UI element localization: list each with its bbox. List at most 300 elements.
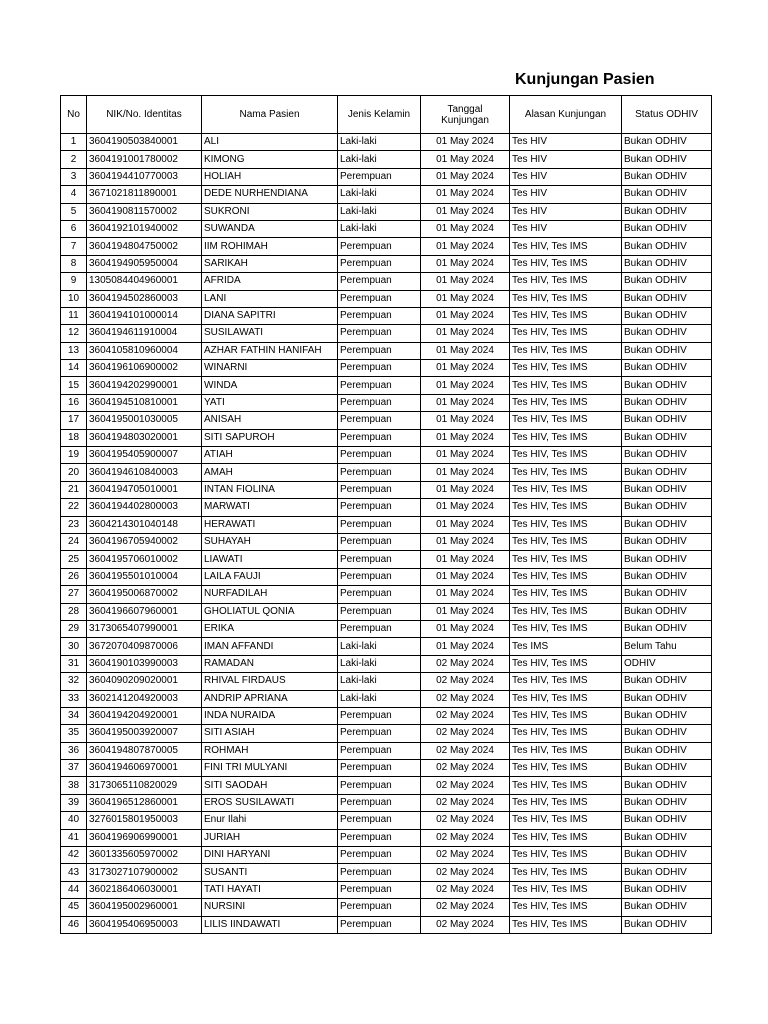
cell-nama-pasien: HERAWATI [202, 516, 338, 533]
cell-status-odhiv: Bukan ODHIV [622, 742, 712, 759]
cell-no: 28 [61, 603, 87, 620]
cell-nik: 3604194510810001 [87, 394, 202, 411]
cell-nik: 3604214301040148 [87, 516, 202, 533]
cell-alasan-kunjungan: Tes HIV, Tes IMS [510, 290, 622, 307]
cell-nama-pasien: SARIKAH [202, 255, 338, 272]
header-tanggal-kunjungan: Tanggal Kunjungan [421, 96, 510, 134]
cell-tanggal-kunjungan: 02 May 2024 [421, 829, 510, 846]
table-row [61, 307, 712, 324]
table-row [61, 412, 712, 429]
cell-tanggal-kunjungan: 01 May 2024 [421, 342, 510, 359]
cell-nama-pasien: LANI [202, 290, 338, 307]
cell-tanggal-kunjungan: 02 May 2024 [421, 916, 510, 933]
cell-jenis-kelamin: Perempuan [338, 377, 421, 394]
cell-nik: 3604194502860003 [87, 290, 202, 307]
cell-tanggal-kunjungan: 02 May 2024 [421, 847, 510, 864]
cell-no: 33 [61, 690, 87, 707]
table-row [61, 568, 712, 585]
cell-alasan-kunjungan: Tes HIV, Tes IMS [510, 690, 622, 707]
cell-jenis-kelamin: Perempuan [338, 516, 421, 533]
cell-nik: 3604194101000014 [87, 307, 202, 324]
table-row [61, 168, 712, 185]
cell-alasan-kunjungan: Tes HIV, Tes IMS [510, 499, 622, 516]
cell-nama-pasien: ANISAH [202, 412, 338, 429]
cell-status-odhiv: Bukan ODHIV [622, 760, 712, 777]
cell-nama-pasien: GHOLIATUL QONIA [202, 603, 338, 620]
cell-nik: 3604194705010001 [87, 481, 202, 498]
cell-alasan-kunjungan: Tes HIV, Tes IMS [510, 586, 622, 603]
cell-tanggal-kunjungan: 02 May 2024 [421, 881, 510, 898]
cell-tanggal-kunjungan: 01 May 2024 [421, 568, 510, 585]
cell-jenis-kelamin: Perempuan [338, 829, 421, 846]
cell-status-odhiv: Bukan ODHIV [622, 516, 712, 533]
table-row [61, 186, 712, 203]
cell-nama-pasien: IMAN AFFANDI [202, 638, 338, 655]
table-row [61, 516, 712, 533]
cell-alasan-kunjungan: Tes HIV, Tes IMS [510, 255, 622, 272]
cell-jenis-kelamin: Laki-laki [338, 203, 421, 220]
cell-nama-pasien: ATIAH [202, 447, 338, 464]
table-body [61, 134, 712, 934]
cell-tanggal-kunjungan: 01 May 2024 [421, 255, 510, 272]
cell-nik: 1305084404960001 [87, 273, 202, 290]
cell-tanggal-kunjungan: 01 May 2024 [421, 168, 510, 185]
cell-alasan-kunjungan: Tes HIV, Tes IMS [510, 551, 622, 568]
cell-nama-pasien: Enur Ilahi [202, 812, 338, 829]
cell-no: 37 [61, 760, 87, 777]
cell-nik: 3173065407990001 [87, 620, 202, 637]
cell-jenis-kelamin: Perempuan [338, 742, 421, 759]
cell-nama-pasien: JURIAH [202, 829, 338, 846]
cell-jenis-kelamin: Perempuan [338, 794, 421, 811]
cell-nik: 3604190811570002 [87, 203, 202, 220]
cell-tanggal-kunjungan: 01 May 2024 [421, 481, 510, 498]
cell-no: 27 [61, 586, 87, 603]
cell-tanggal-kunjungan: 01 May 2024 [421, 551, 510, 568]
cell-nik: 3604195406950003 [87, 916, 202, 933]
cell-tanggal-kunjungan: 01 May 2024 [421, 533, 510, 550]
cell-nik: 3604192101940002 [87, 220, 202, 237]
cell-status-odhiv: Bukan ODHIV [622, 151, 712, 168]
cell-tanggal-kunjungan: 01 May 2024 [421, 238, 510, 255]
cell-no: 22 [61, 499, 87, 516]
cell-status-odhiv: Bukan ODHIV [622, 447, 712, 464]
cell-nik: 3604194807870005 [87, 742, 202, 759]
cell-no: 36 [61, 742, 87, 759]
cell-status-odhiv: Bukan ODHIV [622, 220, 712, 237]
cell-alasan-kunjungan: Tes HIV, Tes IMS [510, 464, 622, 481]
cell-status-odhiv: Bukan ODHIV [622, 603, 712, 620]
cell-tanggal-kunjungan: 01 May 2024 [421, 186, 510, 203]
cell-no: 1 [61, 134, 87, 151]
cell-tanggal-kunjungan: 02 May 2024 [421, 812, 510, 829]
cell-status-odhiv: Bukan ODHIV [622, 429, 712, 446]
cell-alasan-kunjungan: Tes HIV, Tes IMS [510, 899, 622, 916]
header-status-odhiv: Status ODHIV [622, 96, 712, 134]
cell-nik: 3604090209020001 [87, 673, 202, 690]
cell-tanggal-kunjungan: 01 May 2024 [421, 134, 510, 151]
table-row [61, 673, 712, 690]
table-row [61, 812, 712, 829]
cell-nik: 3604195706010002 [87, 551, 202, 568]
cell-no: 32 [61, 673, 87, 690]
cell-status-odhiv: Bukan ODHIV [622, 777, 712, 794]
table-row [61, 847, 712, 864]
cell-jenis-kelamin: Perempuan [338, 620, 421, 637]
cell-alasan-kunjungan: Tes HIV, Tes IMS [510, 325, 622, 342]
cell-no: 29 [61, 620, 87, 637]
cell-jenis-kelamin: Perempuan [338, 342, 421, 359]
cell-nik: 3604196705940002 [87, 533, 202, 550]
cell-alasan-kunjungan: Tes HIV [510, 168, 622, 185]
cell-alasan-kunjungan: Tes HIV, Tes IMS [510, 673, 622, 690]
cell-nik: 3604194905950004 [87, 255, 202, 272]
cell-jenis-kelamin: Perempuan [338, 307, 421, 324]
cell-no: 16 [61, 394, 87, 411]
cell-alasan-kunjungan: Tes HIV, Tes IMS [510, 412, 622, 429]
cell-alasan-kunjungan: Tes HIV, Tes IMS [510, 533, 622, 550]
cell-jenis-kelamin: Perempuan [338, 168, 421, 185]
cell-alasan-kunjungan: Tes HIV, Tes IMS [510, 725, 622, 742]
cell-alasan-kunjungan: Tes HIV, Tes IMS [510, 881, 622, 898]
cell-status-odhiv: Bukan ODHIV [622, 238, 712, 255]
cell-nik: 3604194606970001 [87, 760, 202, 777]
cell-status-odhiv: Bukan ODHIV [622, 377, 712, 394]
cell-status-odhiv: Bukan ODHIV [622, 916, 712, 933]
table-row [61, 360, 712, 377]
table-row [61, 464, 712, 481]
cell-jenis-kelamin: Perempuan [338, 255, 421, 272]
cell-nama-pasien: SUSILAWATI [202, 325, 338, 342]
cell-no: 31 [61, 655, 87, 672]
cell-nik: 3604195405900007 [87, 447, 202, 464]
cell-jenis-kelamin: Perempuan [338, 760, 421, 777]
cell-alasan-kunjungan: Tes HIV, Tes IMS [510, 307, 622, 324]
cell-nama-pasien: FINI TRI MULYANI [202, 760, 338, 777]
cell-jenis-kelamin: Perempuan [338, 812, 421, 829]
cell-status-odhiv: Bukan ODHIV [622, 812, 712, 829]
table-row [61, 899, 712, 916]
cell-nik: 3604105810960004 [87, 342, 202, 359]
cell-nik: 3604196906990001 [87, 829, 202, 846]
cell-alasan-kunjungan: Tes HIV [510, 186, 622, 203]
cell-alasan-kunjungan: Tes IMS [510, 638, 622, 655]
cell-nik: 3604194804750002 [87, 238, 202, 255]
table-row [61, 864, 712, 881]
cell-nama-pasien: EROS SUSILAWATI [202, 794, 338, 811]
cell-no: 8 [61, 255, 87, 272]
cell-tanggal-kunjungan: 01 May 2024 [421, 360, 510, 377]
cell-alasan-kunjungan: Tes HIV, Tes IMS [510, 812, 622, 829]
cell-jenis-kelamin: Perempuan [338, 568, 421, 585]
cell-alasan-kunjungan: Tes HIV, Tes IMS [510, 742, 622, 759]
cell-nama-pasien: YATI [202, 394, 338, 411]
table-row [61, 916, 712, 933]
cell-tanggal-kunjungan: 01 May 2024 [421, 603, 510, 620]
cell-alasan-kunjungan: Tes HIV, Tes IMS [510, 794, 622, 811]
cell-no: 45 [61, 899, 87, 916]
cell-no: 41 [61, 829, 87, 846]
cell-alasan-kunjungan: Tes HIV, Tes IMS [510, 603, 622, 620]
cell-nama-pasien: DEDE NURHENDIANA [202, 186, 338, 203]
cell-nama-pasien: SUHAYAH [202, 533, 338, 550]
cell-status-odhiv: Bukan ODHIV [622, 899, 712, 916]
header-nama-pasien: Nama Pasien [202, 96, 338, 134]
cell-nik: 3601335605970002 [87, 847, 202, 864]
cell-nik: 3671021811890001 [87, 186, 202, 203]
cell-tanggal-kunjungan: 01 May 2024 [421, 447, 510, 464]
cell-tanggal-kunjungan: 01 May 2024 [421, 516, 510, 533]
cell-nama-pasien: TATI HAYATI [202, 881, 338, 898]
cell-tanggal-kunjungan: 02 May 2024 [421, 690, 510, 707]
cell-tanggal-kunjungan: 02 May 2024 [421, 864, 510, 881]
table-row [61, 290, 712, 307]
cell-jenis-kelamin: Perempuan [338, 481, 421, 498]
cell-jenis-kelamin: Laki-laki [338, 186, 421, 203]
cell-nama-pasien: MARWATI [202, 499, 338, 516]
patient-visits-table [60, 95, 712, 934]
cell-jenis-kelamin: Perempuan [338, 725, 421, 742]
cell-alasan-kunjungan: Tes HIV, Tes IMS [510, 568, 622, 585]
cell-status-odhiv: Bukan ODHIV [622, 412, 712, 429]
cell-alasan-kunjungan: Tes HIV, Tes IMS [510, 342, 622, 359]
cell-nik: 3173065110820029 [87, 777, 202, 794]
cell-no: 2 [61, 151, 87, 168]
cell-status-odhiv: Bukan ODHIV [622, 290, 712, 307]
cell-nik: 3604194803020001 [87, 429, 202, 446]
cell-jenis-kelamin: Perempuan [338, 586, 421, 603]
cell-nama-pasien: AZHAR FATHIN HANIFAH [202, 342, 338, 359]
cell-nama-pasien: ALI [202, 134, 338, 151]
cell-alasan-kunjungan: Tes HIV, Tes IMS [510, 360, 622, 377]
cell-jenis-kelamin: Perempuan [338, 533, 421, 550]
table-row [61, 447, 712, 464]
table-row [61, 151, 712, 168]
cell-status-odhiv: Bukan ODHIV [622, 360, 712, 377]
table-row [61, 533, 712, 550]
cell-alasan-kunjungan: Tes HIV, Tes IMS [510, 516, 622, 533]
cell-jenis-kelamin: Perempuan [338, 707, 421, 724]
cell-nik: 3604195002960001 [87, 899, 202, 916]
cell-jenis-kelamin: Perempuan [338, 360, 421, 377]
page-title: Kunjungan Pasien [515, 71, 655, 88]
cell-nik: 3604190503840001 [87, 134, 202, 151]
cell-jenis-kelamin: Laki-laki [338, 151, 421, 168]
table-row [61, 690, 712, 707]
cell-no: 40 [61, 812, 87, 829]
cell-jenis-kelamin: Perempuan [338, 394, 421, 411]
cell-alasan-kunjungan: Tes HIV [510, 203, 622, 220]
cell-tanggal-kunjungan: 01 May 2024 [421, 638, 510, 655]
cell-nama-pasien: LILIS IINDAWATI [202, 916, 338, 933]
cell-alasan-kunjungan: Tes HIV, Tes IMS [510, 829, 622, 846]
cell-status-odhiv: Bukan ODHIV [622, 168, 712, 185]
cell-nama-pasien: SITI SAODAH [202, 777, 338, 794]
cell-status-odhiv: Bukan ODHIV [622, 325, 712, 342]
cell-status-odhiv: Bukan ODHIV [622, 551, 712, 568]
cell-no: 7 [61, 238, 87, 255]
cell-alasan-kunjungan: Tes HIV, Tes IMS [510, 916, 622, 933]
cell-no: 42 [61, 847, 87, 864]
cell-status-odhiv: Bukan ODHIV [622, 342, 712, 359]
cell-alasan-kunjungan: Tes HIV, Tes IMS [510, 760, 622, 777]
cell-tanggal-kunjungan: 01 May 2024 [421, 586, 510, 603]
cell-jenis-kelamin: Perempuan [338, 899, 421, 916]
cell-nama-pasien: ROHMAH [202, 742, 338, 759]
cell-nik: 3604195501010004 [87, 568, 202, 585]
cell-nama-pasien: INDA NURAIDA [202, 707, 338, 724]
cell-jenis-kelamin: Perempuan [338, 273, 421, 290]
cell-tanggal-kunjungan: 02 May 2024 [421, 899, 510, 916]
cell-no: 35 [61, 725, 87, 742]
cell-alasan-kunjungan: Tes HIV, Tes IMS [510, 447, 622, 464]
cell-no: 14 [61, 360, 87, 377]
cell-jenis-kelamin: Perempuan [338, 777, 421, 794]
table-row [61, 551, 712, 568]
cell-alasan-kunjungan: Tes HIV [510, 220, 622, 237]
cell-status-odhiv: Bukan ODHIV [622, 394, 712, 411]
cell-jenis-kelamin: Perempuan [338, 881, 421, 898]
cell-status-odhiv: Bukan ODHIV [622, 881, 712, 898]
cell-no: 10 [61, 290, 87, 307]
cell-jenis-kelamin: Perempuan [338, 429, 421, 446]
cell-nama-pasien: DIANA SAPITRI [202, 307, 338, 324]
cell-nama-pasien: SUWANDA [202, 220, 338, 237]
cell-alasan-kunjungan: Tes HIV, Tes IMS [510, 847, 622, 864]
cell-jenis-kelamin: Perempuan [338, 551, 421, 568]
cell-nama-pasien: RAMADAN [202, 655, 338, 672]
cell-tanggal-kunjungan: 01 May 2024 [421, 394, 510, 411]
cell-no: 9 [61, 273, 87, 290]
cell-no: 23 [61, 516, 87, 533]
cell-nama-pasien: LIAWATI [202, 551, 338, 568]
table-row [61, 603, 712, 620]
cell-nama-pasien: AFRIDA [202, 273, 338, 290]
cell-tanggal-kunjungan: 01 May 2024 [421, 620, 510, 637]
cell-jenis-kelamin: Laki-laki [338, 673, 421, 690]
table-row [61, 655, 712, 672]
cell-status-odhiv: Bukan ODHIV [622, 134, 712, 151]
cell-jenis-kelamin: Laki-laki [338, 638, 421, 655]
cell-status-odhiv: Bukan ODHIV [622, 499, 712, 516]
table-row [61, 255, 712, 272]
cell-no: 39 [61, 794, 87, 811]
cell-status-odhiv: Bukan ODHIV [622, 725, 712, 742]
cell-jenis-kelamin: Laki-laki [338, 655, 421, 672]
cell-nama-pasien: WINDA [202, 377, 338, 394]
cell-status-odhiv: Bukan ODHIV [622, 864, 712, 881]
cell-no: 30 [61, 638, 87, 655]
cell-tanggal-kunjungan: 02 May 2024 [421, 725, 510, 742]
cell-alasan-kunjungan: Tes HIV [510, 151, 622, 168]
cell-tanggal-kunjungan: 01 May 2024 [421, 307, 510, 324]
cell-jenis-kelamin: Perempuan [338, 447, 421, 464]
cell-no: 38 [61, 777, 87, 794]
cell-nama-pasien: WINARNI [202, 360, 338, 377]
cell-jenis-kelamin: Perempuan [338, 847, 421, 864]
cell-status-odhiv: Bukan ODHIV [622, 533, 712, 550]
cell-no: 15 [61, 377, 87, 394]
table-row [61, 586, 712, 603]
cell-jenis-kelamin: Perempuan [338, 464, 421, 481]
cell-nama-pasien: ANDRIP APRIANA [202, 690, 338, 707]
header-no: No [61, 96, 87, 134]
cell-alasan-kunjungan: Tes HIV, Tes IMS [510, 429, 622, 446]
cell-alasan-kunjungan: Tes HIV, Tes IMS [510, 377, 622, 394]
cell-nama-pasien: NURFADILAH [202, 586, 338, 603]
cell-no: 24 [61, 533, 87, 550]
header-row [61, 96, 712, 134]
cell-tanggal-kunjungan: 02 May 2024 [421, 742, 510, 759]
cell-alasan-kunjungan: Tes HIV, Tes IMS [510, 394, 622, 411]
header-nik: NIK/No. Identitas [87, 96, 202, 134]
cell-status-odhiv: Bukan ODHIV [622, 481, 712, 498]
cell-nik: 3604194202990001 [87, 377, 202, 394]
cell-status-odhiv: Bukan ODHIV [622, 620, 712, 637]
cell-tanggal-kunjungan: 02 May 2024 [421, 794, 510, 811]
cell-no: 19 [61, 447, 87, 464]
cell-tanggal-kunjungan: 01 May 2024 [421, 290, 510, 307]
table-row [61, 742, 712, 759]
cell-status-odhiv: Bukan ODHIV [622, 707, 712, 724]
cell-nik: 3276015801950003 [87, 812, 202, 829]
cell-tanggal-kunjungan: 02 May 2024 [421, 707, 510, 724]
cell-status-odhiv: Bukan ODHIV [622, 690, 712, 707]
cell-alasan-kunjungan: Tes HIV, Tes IMS [510, 238, 622, 255]
cell-status-odhiv: Bukan ODHIV [622, 186, 712, 203]
cell-alasan-kunjungan: Tes HIV [510, 134, 622, 151]
cell-status-odhiv: Bukan ODHIV [622, 307, 712, 324]
cell-nama-pasien: IIM ROHIMAH [202, 238, 338, 255]
cell-alasan-kunjungan: Tes HIV, Tes IMS [510, 777, 622, 794]
cell-jenis-kelamin: Perempuan [338, 916, 421, 933]
cell-nik: 3604194204920001 [87, 707, 202, 724]
cell-nik: 3604196512860001 [87, 794, 202, 811]
table-row [61, 325, 712, 342]
cell-tanggal-kunjungan: 01 May 2024 [421, 151, 510, 168]
cell-status-odhiv: Bukan ODHIV [622, 794, 712, 811]
table-row [61, 760, 712, 777]
cell-alasan-kunjungan: Tes HIV, Tes IMS [510, 655, 622, 672]
cell-jenis-kelamin: Perempuan [338, 412, 421, 429]
cell-nama-pasien: HOLIAH [202, 168, 338, 185]
cell-no: 12 [61, 325, 87, 342]
table-row [61, 342, 712, 359]
cell-no: 25 [61, 551, 87, 568]
cell-status-odhiv: Bukan ODHIV [622, 847, 712, 864]
cell-tanggal-kunjungan: 01 May 2024 [421, 412, 510, 429]
table-row [61, 238, 712, 255]
cell-nik: 3604196607960001 [87, 603, 202, 620]
table-row [61, 829, 712, 846]
cell-tanggal-kunjungan: 01 May 2024 [421, 325, 510, 342]
table-row [61, 220, 712, 237]
cell-no: 11 [61, 307, 87, 324]
cell-status-odhiv: Bukan ODHIV [622, 586, 712, 603]
cell-no: 5 [61, 203, 87, 220]
cell-no: 18 [61, 429, 87, 446]
table-row [61, 794, 712, 811]
cell-jenis-kelamin: Perempuan [338, 238, 421, 255]
cell-nama-pasien: SUKRONI [202, 203, 338, 220]
cell-nama-pasien: LAILA FAUJI [202, 568, 338, 585]
table-row [61, 273, 712, 290]
cell-alasan-kunjungan: Tes HIV, Tes IMS [510, 620, 622, 637]
cell-jenis-kelamin: Perempuan [338, 325, 421, 342]
table-row [61, 881, 712, 898]
cell-jenis-kelamin: Perempuan [338, 603, 421, 620]
cell-no: 44 [61, 881, 87, 898]
